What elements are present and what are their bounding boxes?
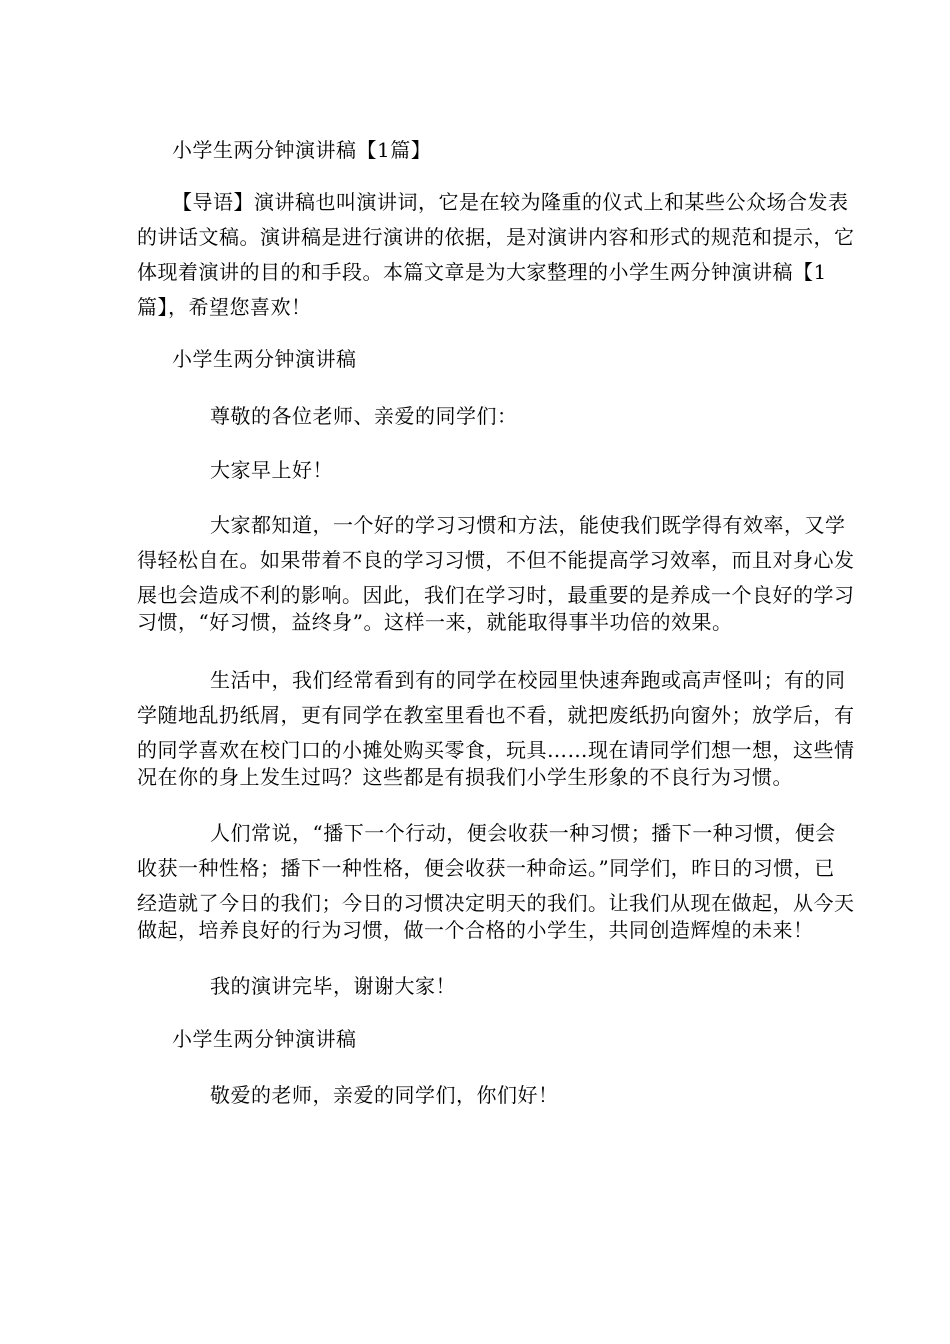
paragraph-line: 得轻松自在。如果带着不良的学习习惯，不但不能提高学习效率，而且对身心发 — [137, 548, 855, 572]
intro-line: 的讲话文稿。演讲稿是进行演讲的依据，是对演讲内容和形式的规范和提示，它 — [137, 225, 855, 249]
salutation: 尊敬的各位老师、亲爱的同学们： — [210, 404, 518, 428]
intro-line: 体现着演讲的目的和手段。本篇文章是为大家整理的小学生两分钟演讲稿【1 — [137, 260, 827, 284]
paragraph-line: 大家都知道，一个好的学习习惯和方法，能使我们既学得有效率，又学 — [210, 513, 846, 537]
paragraph-line: 学随地乱扔纸屑，更有同学在教室里看也不看，就把废纸扔向窗外；放学后，有 — [137, 703, 855, 727]
section-heading: 小学生两分钟演讲稿 — [172, 347, 357, 371]
paragraph-line: 况在你的身上发生过吗？这些都是有损我们小学生形象的不良行为习惯。 — [137, 765, 793, 789]
intro-line: 【导语】演讲稿也叫演讲词，它是在较为隆重的仪式上和某些公众场合发表 — [172, 190, 849, 214]
paragraph-line: 经造就了今日的我们；今日的习惯决定明天的我们。让我们从现在做起，从今天 — [137, 891, 855, 915]
intro-line: 篇】，希望您喜欢！ — [137, 295, 312, 319]
closing-line: 我的演讲完毕，谢谢大家！ — [210, 974, 456, 998]
paragraph-line: 人们常说，“播下一个行动，便会收获一种习惯；播下一种习惯，便会 — [210, 821, 836, 845]
greeting-line: 大家早上好！ — [210, 458, 333, 482]
section-heading: 小学生两分钟演讲稿 — [172, 1027, 357, 1051]
document-title: 小学生两分钟演讲稿【1篇】 — [172, 138, 432, 162]
salutation: 敬爱的老师，亲爱的同学们，你们好！ — [210, 1083, 559, 1107]
paragraph-line: 习惯，“好习惯，益终身”。这样一来，就能取得事半功倍的效果。 — [137, 610, 733, 634]
paragraph-line: 展也会造成不利的影响。因此，我们在学习时，最重要的是养成一个良好的学习 — [137, 583, 855, 607]
paragraph-line: 收获一种性格；播下一种性格，便会收获一种命运。”同学们，昨日的习惯，已 — [137, 856, 835, 880]
paragraph-line: 的同学喜欢在校门口的小摊处购买零食，玩具……现在请同学们想一想，这些情 — [137, 738, 855, 762]
paragraph-line: 做起，培养良好的行为习惯，做一个合格的小学生，共同创造辉煌的未来！ — [137, 918, 814, 942]
paragraph-line: 生活中，我们经常看到有的同学在校园里快速奔跑或高声怪叫；有的同 — [210, 668, 846, 692]
